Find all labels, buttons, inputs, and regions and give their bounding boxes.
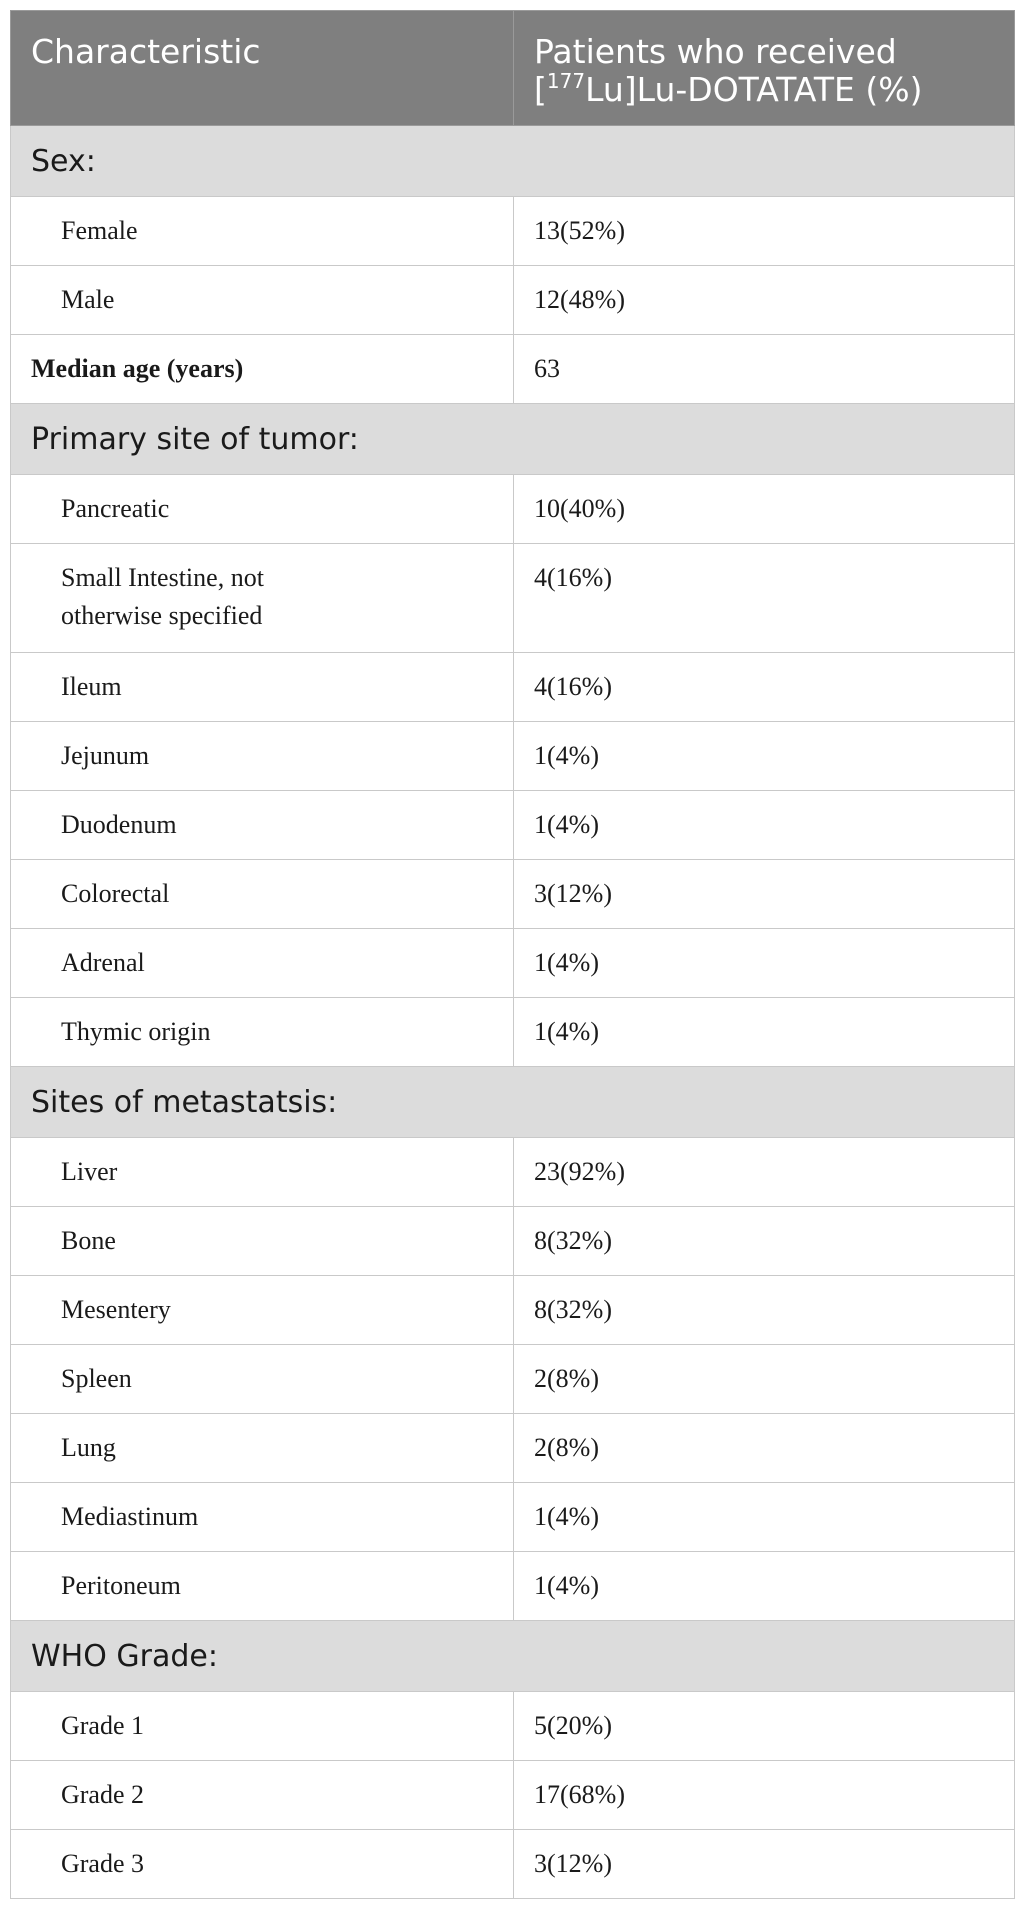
row-value: 1(4%) (514, 929, 1015, 998)
row-label: Adrenal (11, 929, 514, 998)
header-patients (514, 11, 1015, 126)
row-value: 5(20%) (514, 1692, 1015, 1761)
row-label: Spleen (11, 1345, 514, 1414)
row-value: 2(8%) (514, 1414, 1015, 1483)
table-row (11, 1761, 1015, 1830)
row-label: Mediastinum (11, 1483, 514, 1552)
section-title: Sex: (11, 126, 1015, 197)
row-value: 1(4%) (514, 791, 1015, 860)
row-value: 8(32%) (514, 1207, 1015, 1276)
table-row (11, 791, 1015, 860)
table-row (11, 1483, 1015, 1552)
table-row (11, 1830, 1015, 1899)
table-row (11, 1414, 1015, 1483)
row-value: 4(16%) (514, 544, 1015, 653)
row-label: Duodenum (11, 791, 514, 860)
table-row (11, 475, 1015, 544)
row-value: 2(8%) (514, 1345, 1015, 1414)
header-patients-suffix: Lu]Lu-DOTATATE (%) (585, 70, 923, 109)
row-label: Grade 2 (11, 1761, 514, 1830)
section-primary-site (11, 404, 1015, 475)
row-value: 1(4%) (514, 722, 1015, 791)
table-row (11, 1138, 1015, 1207)
table-row (11, 1276, 1015, 1345)
row-value: 3(12%) (514, 860, 1015, 929)
row-value: 10(40%) (514, 475, 1015, 544)
row-label: Lung (11, 1414, 514, 1483)
section-who-grade (11, 1621, 1015, 1692)
table-row (11, 1552, 1015, 1621)
row-value: 3(12%) (514, 1830, 1015, 1899)
header-patients-line1: Patients who received (534, 32, 897, 71)
row-label: Colorectal (11, 860, 514, 929)
row-label: Male (11, 266, 514, 335)
section-title: Sites of metastatsis: (11, 1067, 1015, 1138)
row-label-line2: otherwise specified (61, 601, 263, 630)
row-label: Pancreatic (11, 475, 514, 544)
section-sex (11, 126, 1015, 197)
row-value: 1(4%) (514, 998, 1015, 1067)
header-patients-prefix: [ (534, 70, 547, 109)
row-label: Peritoneum (11, 1552, 514, 1621)
table-row (11, 722, 1015, 791)
row-value: 63 (514, 335, 1015, 404)
row-label: Mesentery (11, 1276, 514, 1345)
row-label: Liver (11, 1138, 514, 1207)
table-row (11, 266, 1015, 335)
section-metastasis (11, 1067, 1015, 1138)
characteristics-table (10, 10, 1015, 1899)
row-value: 1(4%) (514, 1483, 1015, 1552)
row-label: Thymic origin (11, 998, 514, 1067)
row-label: Bone (11, 1207, 514, 1276)
table-row (11, 860, 1015, 929)
table-header-row (11, 11, 1015, 126)
section-title: WHO Grade: (11, 1621, 1015, 1692)
row-label (11, 544, 514, 653)
table-row (11, 653, 1015, 722)
row-value: 4(16%) (514, 653, 1015, 722)
row-value: 13(52%) (514, 197, 1015, 266)
table-row (11, 1692, 1015, 1761)
table-row (11, 197, 1015, 266)
row-label: Grade 1 (11, 1692, 514, 1761)
table-row (11, 544, 1015, 653)
row-label: Female (11, 197, 514, 266)
header-characteristic: Characteristic (11, 11, 514, 126)
table-row (11, 1345, 1015, 1414)
row-value: 8(32%) (514, 1276, 1015, 1345)
row-label: Grade 3 (11, 1830, 514, 1899)
row-label: Median age (years) (11, 335, 514, 404)
table-row-median-age (11, 335, 1015, 404)
row-value: 17(68%) (514, 1761, 1015, 1830)
row-value: 12(48%) (514, 266, 1015, 335)
row-label: Ileum (11, 653, 514, 722)
section-title: Primary site of tumor: (11, 404, 1015, 475)
row-value: 1(4%) (514, 1552, 1015, 1621)
row-label-line1: Small Intestine, not (61, 563, 264, 592)
row-label: Jejunum (11, 722, 514, 791)
row-value: 23(92%) (514, 1138, 1015, 1207)
table-row (11, 929, 1015, 998)
table-row (11, 1207, 1015, 1276)
header-isotope-superscript: 177 (546, 69, 586, 93)
table-row (11, 998, 1015, 1067)
